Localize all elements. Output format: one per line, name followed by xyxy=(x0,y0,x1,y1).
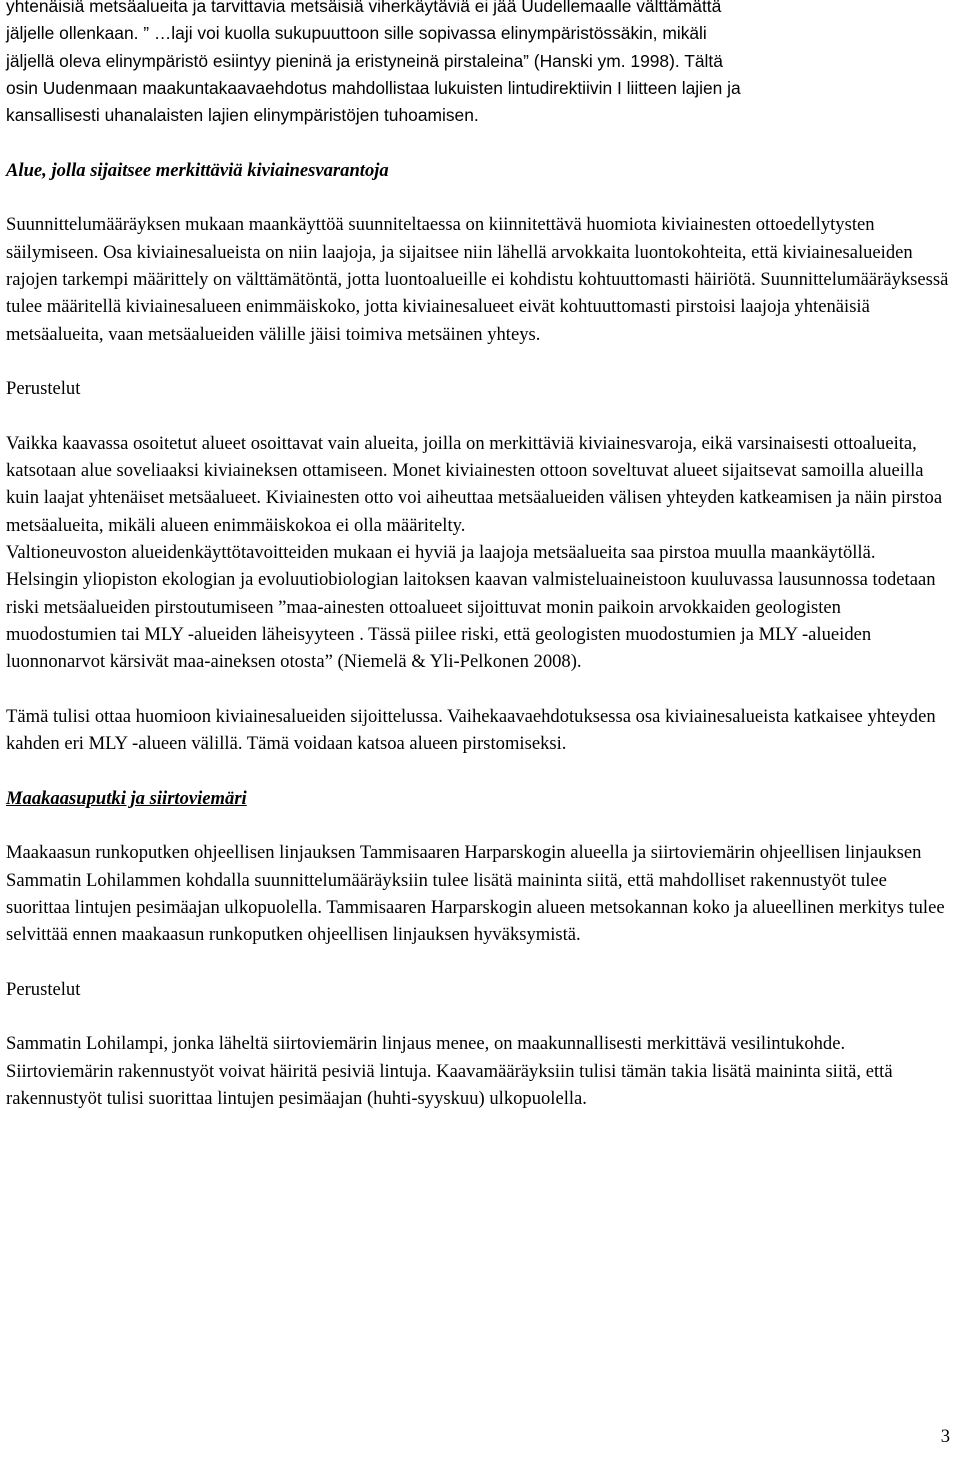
perustelut-paragraph: Vaikka kaavassa osoitetut alueet osoittavat vain alueita, joilla on merkittäviä kiviainesvaroja, eikä varsinaisesti ottoalueita, katsotaan alue soveliaaksi kiviaineksen ottamiseen. Monet kiviainesten ottoon soveltuvat alueet sijaitsevat samoilla alueilla kuin laajat yhtenäiset metsäalueet. Kiviainesten otto voi aiheuttaa metsäalueiden välisen yhteyden katkeamisen ja näin pirstoa metsäalueita, mikäli alueen enimmäiskokoa ei olla määritelty. xyxy=(6,432,943,536)
section-heading-maakaasu: Maakaasuputki ja siirtoviemäri xyxy=(6,787,247,809)
perustelut-paragraph: Sammatin Lohilampi, jonka läheltä siirtoviemärin linjaus menee, on maakunnallisesti merkittävä vesilintukohde. Siirtoviemärin rakennustyöt voivat häiritä pesiviä lintuja. Kaavamääräyksiin tulisi tämän takia lisätä maininta siitä, että rakennustyöt tulisi suorittaa lintujen pesimäajan (huhti-syyskuu) ulkopuolella. xyxy=(6,1033,893,1109)
document-page xyxy=(6,0,952,1112)
perustelut-label: Perustelut xyxy=(6,978,81,1000)
intro-line: jäljelle ollenkaan. ” …laji voi kuolla sukupuuttoon sille sopivassa elinympäristössäkin, mikäli xyxy=(6,23,707,44)
page-number: 3 xyxy=(940,1426,950,1447)
intro-line: kansallisesti uhanalaisten lajien elinympäristöjen tuhoamisen. xyxy=(6,105,479,126)
intro-line: jäljellä oleva elinympäristö esiintyy pieninä ja eristyneinä pirstaleina” (Hanski ym. 1998). Tältä xyxy=(6,50,723,71)
section-body-maakaasu: Maakaasun runkoputken ohjeellisen linjauksen Tammisaaren Harparskogin alueella ja siirtoviemärin ohjeellisen linjauksen Sammatin Lohilammen kohdalla suunnittelumääräyksiin tulee lisätä maininta siitä, että mahdolliset rakennustyöt tulee suorittaa lintujen pesimäajan ulkopuolella. Tammisaaren Harparskogin alueen metsokannan koko ja alueellinen merkitys tulee selvittää ennen maakaasun runkoputken ohjeellisen linjauksen hyväksymistä. xyxy=(6,842,945,946)
perustelut-paragraph: Valtioneuvoston alueidenkäyttötavoitteiden mukaan ei hyviä ja laajoja metsäalueita saa pirstoa muulla maankäytöllä. Helsingin yliopiston ekologian ja evoluutiobiologian laitoksen kaavan valmisteluaineistoon kuuluvassa lausunnossa todetaan riski metsäalueiden pirstoutumiseen ”maa-ainesten ottoalueet sijoittuvat monin paikoin arvokkaiden geologisten muodostumien tai MLY -alueiden läheisyyteen . Tässä piilee riski, että geologisten muodostumien ja MLY -alueiden luonnonarvot kärsivät maa-aineksen otosta” (Niemelä & Yli-Pelkonen 2008). xyxy=(6,541,936,673)
intro-line: osin Uudenmaan maakuntakaavaehdotus mahdollistaa lukuisten lintudirektiivin I liitteen lajien ja xyxy=(6,77,741,98)
intro-line: yhtenäisiä metsäalueita ja tarvittavia metsäisiä viherkäytäviä ei jää Uudellemaalle välttämättä xyxy=(6,0,722,16)
perustelut-label: Perustelut xyxy=(6,378,81,400)
section-body-kiviaines: Suunnittelumääräyksen mukaan maankäyttöä suunniteltaessa on kiinnitettävä huomiota kiviainesten ottoedellytysten säilymiseen. Osa kiviainesalueista on niin laajoja, ja sijaitsee niin lähellä arvokkaita luontokohteita, että kiviainesalueiden rajojen tarkempi määrittely on välttämätöntä, jotta luontoalueille ei kohdistu kohtuuttomasti häiriötä. Suunnittelumääräyksessä tulee määritellä kiviainesalueen enimmäiskoko, jotta kiviainesalueet eivät kohtuuttomasti pirstoisi laajoja yhtenäisiä metsäalueita, vaan metsäalueiden välille jäisi toimiva metsäinen yhteys. xyxy=(6,214,949,345)
section-heading-kiviaines: Alue, jolla sijaitsee merkittäviä kiviainesvarantoja xyxy=(6,159,389,181)
perustelut-paragraph: Tämä tulisi ottaa huomioon kiviainesalueiden sijoittelussa. Vaihekaavaehdotuksessa osa kiviainesalueista katkaisee yhteyden kahden eri MLY -alueen välillä. Tämä voidaan katsoa alueen pirstomiseksi. xyxy=(6,705,936,755)
intro-paragraph xyxy=(6,0,952,129)
